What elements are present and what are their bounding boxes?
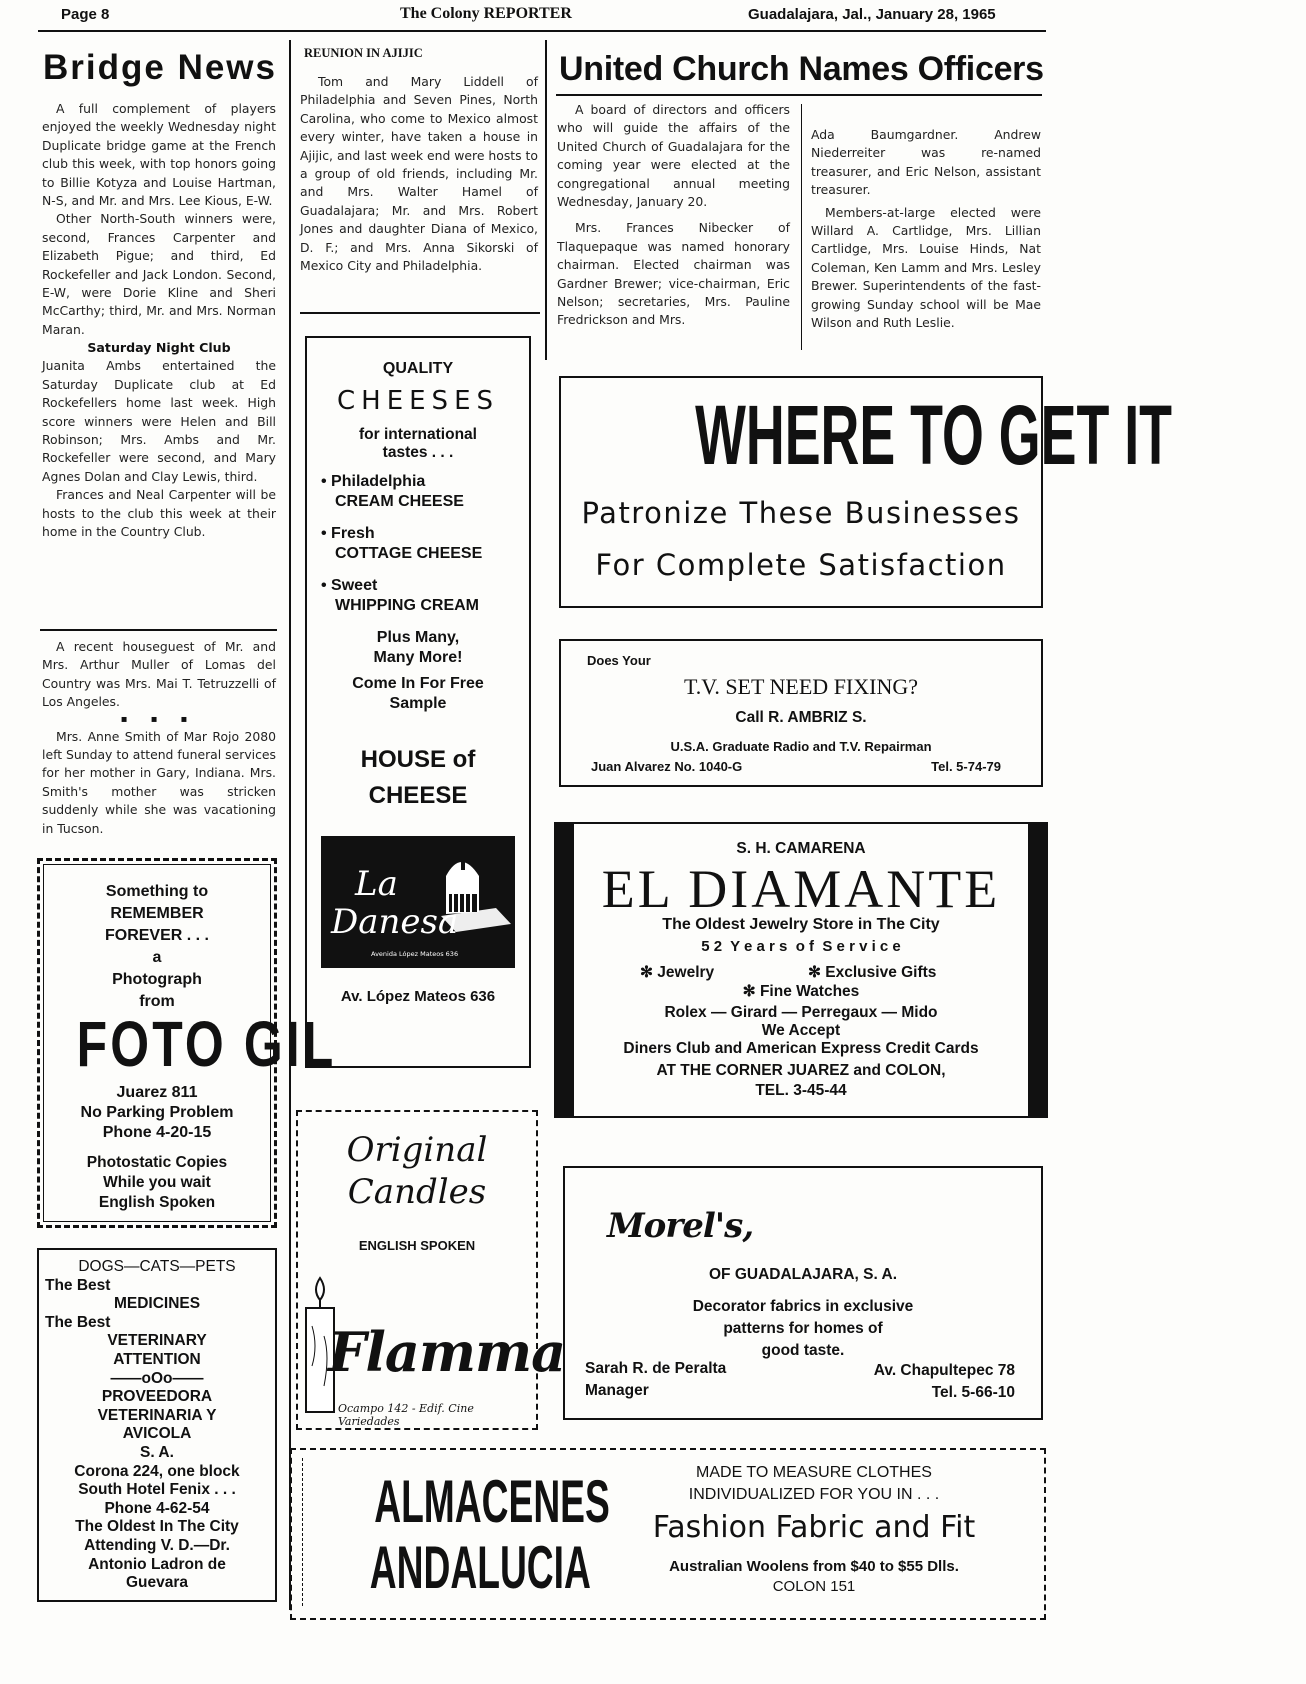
candles-english: ENGLISH SPOKEN: [358, 1238, 476, 1253]
vet-line: ATTENTION: [113, 1350, 201, 1368]
vet-line: ——oOo——: [110, 1369, 204, 1387]
logo-la: La: [355, 864, 398, 904]
morels-company: OF GUADALAJARA, S. A.: [708, 1266, 897, 1283]
vet-line: The Oldest In The City: [75, 1518, 239, 1536]
where-to-get-it-box: [559, 376, 1173, 608]
morels-tel: Tel. 5-66-10: [931, 1384, 1015, 1401]
church-paragraph: Mrs. Frances Nibecker of Tlaquepaque was named honorary chairman. Elected chairman was Gardner Brewer; vice-chairman, Eric Nelson; secretaries, Mrs. Pauline Fredrickson and Mrs.: [557, 220, 790, 328]
brief-paragraph: A recent houseguest of Mr. and Mrs. Arthur Muller of Lomas del Country was Mrs. Mai T. Tetruzzelli of Los Angeles.: [42, 639, 276, 710]
diamante-tel: TEL. 3-45-44: [755, 1082, 847, 1099]
bridge-paragraph: Frances and Neal Carpenter will be hosts to the club this week at their home in the Country Club.: [42, 487, 276, 539]
diamante-accept: We Accept: [761, 1022, 841, 1039]
foto-english: English Spoken: [98, 1194, 216, 1211]
where-headline: WHERE TO GET IT: [695, 388, 1173, 482]
dots-divider: ▪ ▪ ▪: [120, 713, 198, 725]
foto-line: from: [139, 993, 175, 1010]
masthead-rule: [38, 30, 1046, 32]
column-rule-1: [289, 40, 291, 1610]
foto-line: a: [152, 949, 162, 966]
vet-ad: [37, 1248, 277, 1602]
diamante-cards: Diners Club and American Express Credit Cards: [623, 1040, 979, 1057]
where-line-1: Patronize These Businesses: [581, 496, 1021, 530]
diamante-line: The Oldest Jewelry Store in The City: [662, 916, 940, 933]
el-diamante-ad: [554, 822, 1048, 1118]
bridge-article: [42, 100, 276, 541]
church-paragraph: Ada Baumgardner. Andrew Niederreiter was re-named treasurer, and Eric Nelson, assistant treasurer.: [811, 127, 1041, 198]
vet-line: VETERINARIA Y: [97, 1406, 217, 1424]
church-col-1: [557, 101, 790, 330]
cheese-quality: QUALITY: [382, 360, 454, 377]
cheese-free: Sample: [389, 695, 447, 712]
almacenes-fashion: Fashion Fabric and Fit: [652, 1510, 976, 1545]
tv-tel: Tel. 5-74-79: [931, 759, 1001, 774]
vet-line: VETERINARY: [107, 1332, 207, 1350]
column-rule-3: [801, 104, 802, 350]
foto-gil-ad: [37, 858, 337, 1228]
flamma-brand: Flamma: [328, 1320, 566, 1384]
diamante-name: EL DIAMANTE: [601, 859, 1001, 919]
section-rule: [300, 312, 540, 314]
bridge-paragraph: A full complement of players enjoyed the weekly Wednesday night Duplicate bridge game at the French club this week, with top honors going to Billie Kotyza and Louise Hartman, N-S, and Mr. and Mrs. Lee Kious, E-W.: [42, 101, 276, 209]
foto-parking: No Parking Problem: [80, 1104, 234, 1121]
vet-line: DOGS—CATS—PETS: [78, 1258, 236, 1275]
vet-line: MEDICINES: [113, 1295, 201, 1313]
cheese-address: Av. López Mateos 636: [340, 988, 496, 1005]
church-paragraph: A board of directors and officers who will guide the affairs of the United Church of Guadalajara for the coming year were elected at the congregational annual meeting Wednesday, January 20.: [557, 102, 790, 210]
foto-phone: Phone 4-20-15: [102, 1124, 212, 1141]
morels-address: Av. Chapultepec 78: [873, 1362, 1015, 1379]
cheese-tagline: tastes . . .: [382, 444, 454, 461]
section-rule: [556, 94, 1042, 96]
bullet-icon: •: [321, 473, 332, 490]
cheese-free: Come In For Free: [352, 675, 484, 692]
almacenes-line-2: ANDALUCIA: [369, 1534, 591, 1601]
diamante-watches: ✻ Fine Watches: [742, 983, 860, 1000]
morels-name: Morel's,: [607, 1206, 754, 1246]
briefs-article: [42, 638, 276, 838]
tv-call: Call R. AMBRIZ S.: [735, 709, 867, 726]
cheese-item: COTTAGE CHEESE: [335, 545, 483, 562]
cheese-more: Many More!: [373, 649, 463, 666]
section-rule: [40, 629, 277, 631]
bullet-icon: •: [321, 525, 332, 542]
foto-line: Photograph: [112, 971, 202, 988]
cheese-ad: [305, 336, 531, 1068]
foto-line: FOREVER . . .: [104, 927, 209, 944]
vet-line: PROVEEDORA: [101, 1388, 213, 1406]
candles-ad: [296, 1110, 566, 1430]
column-rule-2: [545, 40, 547, 360]
diamante-location: AT THE CORNER JUAREZ and COLON,: [656, 1062, 946, 1079]
diamante-brands: Rolex — Girard — Perregaux — Mido: [664, 1004, 938, 1021]
bridge-subhead: Saturday Night Club: [87, 340, 231, 356]
tv-repair-ad: [559, 639, 1043, 787]
logo-danesa: Danesa: [331, 902, 459, 942]
where-line-2: For Complete Satisfaction: [595, 548, 1007, 582]
reunion-article: [300, 73, 538, 275]
diamante-line: 5 2 Y e a r s o f S e r v i c e: [701, 938, 901, 955]
candles-candles: Candles: [347, 1172, 487, 1212]
vet-line: Corona 224, one block: [74, 1462, 240, 1480]
tv-repairman: U.S.A. Graduate Radio and T.V. Repairman: [670, 739, 932, 754]
tv-address: Juan Alvarez No. 1040-G: [591, 759, 743, 774]
vet-line: South Hotel Fenix . . .: [78, 1481, 236, 1499]
diamante-owner: S. H. CAMARENA: [736, 840, 866, 857]
foto-gil-name: FOTO GIL: [76, 1008, 337, 1080]
page-number: Page 8: [61, 6, 110, 23]
bridge-paragraph: Other North-South winners were, second, Frances Carpenter and Elizabeth Pigue; and third, Ed Rockefeller and Jack London. Second, E-W, were Dorie Kline and Sheri McCarthy; third, Mr. and Mrs. Norman Maran.: [42, 211, 276, 337]
brief-paragraph: Mrs. Anne Smith of Mar Rojo 2080 left Sunday to attend funeral services for her mother in Gary, Indiana. Mrs. Smith's mother was stricken suddenly while she was vacationing in Tucson.: [42, 728, 276, 836]
almacenes-woolens: Australian Woolens from $40 to $55 Dlls.: [669, 1558, 959, 1575]
cheese-more: Plus Many,: [376, 629, 460, 646]
bridge-headline: Bridge News: [43, 48, 277, 87]
morels-line: Decorator fabrics in exclusive: [692, 1298, 914, 1315]
almacenes-line-1: ALMACENES: [374, 1468, 610, 1535]
cheese-item: Fresh: [331, 525, 375, 542]
foto-copies: While you wait: [103, 1174, 211, 1191]
cheese-item: CREAM CHEESE: [335, 493, 464, 510]
almacenes-address: COLON 151: [772, 1578, 856, 1595]
vet-line: Phone 4-62-54: [104, 1499, 210, 1517]
bullet-icon: •: [321, 577, 332, 594]
paper-name: The Colony REPORTER: [400, 5, 572, 22]
almacenes-right-2: INDIVIDUALIZED FOR YOU IN . . .: [688, 1486, 940, 1503]
reunion-text: Tom and Mary Liddell of Philadelphia and Seven Pines, North Carolina, who come to Mexico almost every winter, have taken a house in Ajijic, and last week end were hosts to a group of old friends, including Mr. and Mrs. Walter Hamel of Guadalajara; Mr. and Mrs. Robert Jones and daughter Diana of Mexico, D. F.; and Mrs. Anna Sikorski of Mexico City and Philadelphia.: [300, 74, 538, 274]
reunion-headline: REUNION IN AJIJIC: [304, 46, 423, 60]
diamante-jewelry: ✻ Jewelry: [640, 964, 715, 981]
candles-original: Original: [346, 1130, 488, 1170]
diamante-gifts: ✻ Exclusive Gifts: [808, 964, 937, 981]
church-headline: United Church Names Officers: [559, 50, 1044, 88]
morels-manager-name: Sarah R. de Peralta: [585, 1360, 727, 1377]
foto-address: Juarez 811: [116, 1084, 198, 1101]
morels-line: patterns for homes of: [723, 1320, 883, 1337]
vet-line: The Best: [45, 1313, 111, 1331]
foto-line: REMEMBER: [110, 905, 204, 922]
logo-address: Avenida López Mateos 636: [371, 950, 459, 958]
church-col-2: [811, 126, 1041, 332]
cheese-item: Philadelphia: [331, 473, 426, 490]
morels-line: good taste.: [761, 1342, 845, 1359]
tv-line-1: Does Your: [587, 653, 651, 668]
foto-line: Something to: [105, 883, 209, 900]
cheese-item: WHIPPING CREAM: [335, 597, 479, 614]
morels-manager-title: Manager: [585, 1382, 649, 1399]
vet-line: S. A.: [140, 1443, 174, 1461]
almacenes-right-1: MADE TO MEASURE CLOTHES: [696, 1464, 932, 1481]
almacenes-ad: [290, 1448, 1046, 1620]
church-paragraph: Members-at-large elected were Willard A. Cartlidge, Mrs. Lillian Cartlidge, Mrs. Louise Hinds, Nat Coleman, Ken Lamm and Mrs. Lesley Brewer. Superintendents of the fast-growing Sunday school will be Mae Wilson and Ruth Leslie.: [811, 204, 1041, 331]
cheese-house: HOUSE of: [360, 746, 476, 773]
cheese-tagline: for international: [359, 426, 477, 443]
foto-copies: Photostatic Copies: [86, 1154, 228, 1171]
tv-headline: T.V. SET NEED FIXING?: [683, 674, 919, 699]
la-danesa-logo: [321, 836, 515, 968]
morels-ad: [563, 1166, 1043, 1420]
cheese-item: Sweet: [331, 577, 378, 594]
cheese-title: CHEESES: [337, 386, 499, 416]
vet-line: AVICOLA: [122, 1425, 192, 1443]
vet-line: Attending V. D.—Dr.: [84, 1536, 230, 1554]
vet-line: The Best: [45, 1276, 111, 1294]
vet-line: Antonio Ladron de: [88, 1555, 226, 1573]
dateline: Guadalajara, Jal., January 28, 1965: [748, 6, 996, 23]
flamma-address: Ocampo 142 - Edif. Cine Variedades: [338, 1402, 474, 1428]
cheese-house: CHEESE: [368, 782, 468, 809]
vet-line: Guevara: [125, 1574, 189, 1592]
bridge-paragraph: Juanita Ambs entertained the Saturday Duplicate club at Ed Rockefellers home last week. High score winners were Helen and Bill Robinson; Mrs. Ambs and Mr. Rockefeller were second, and Mary Agnes Dolan and Clay Lewis, third.: [42, 358, 276, 484]
